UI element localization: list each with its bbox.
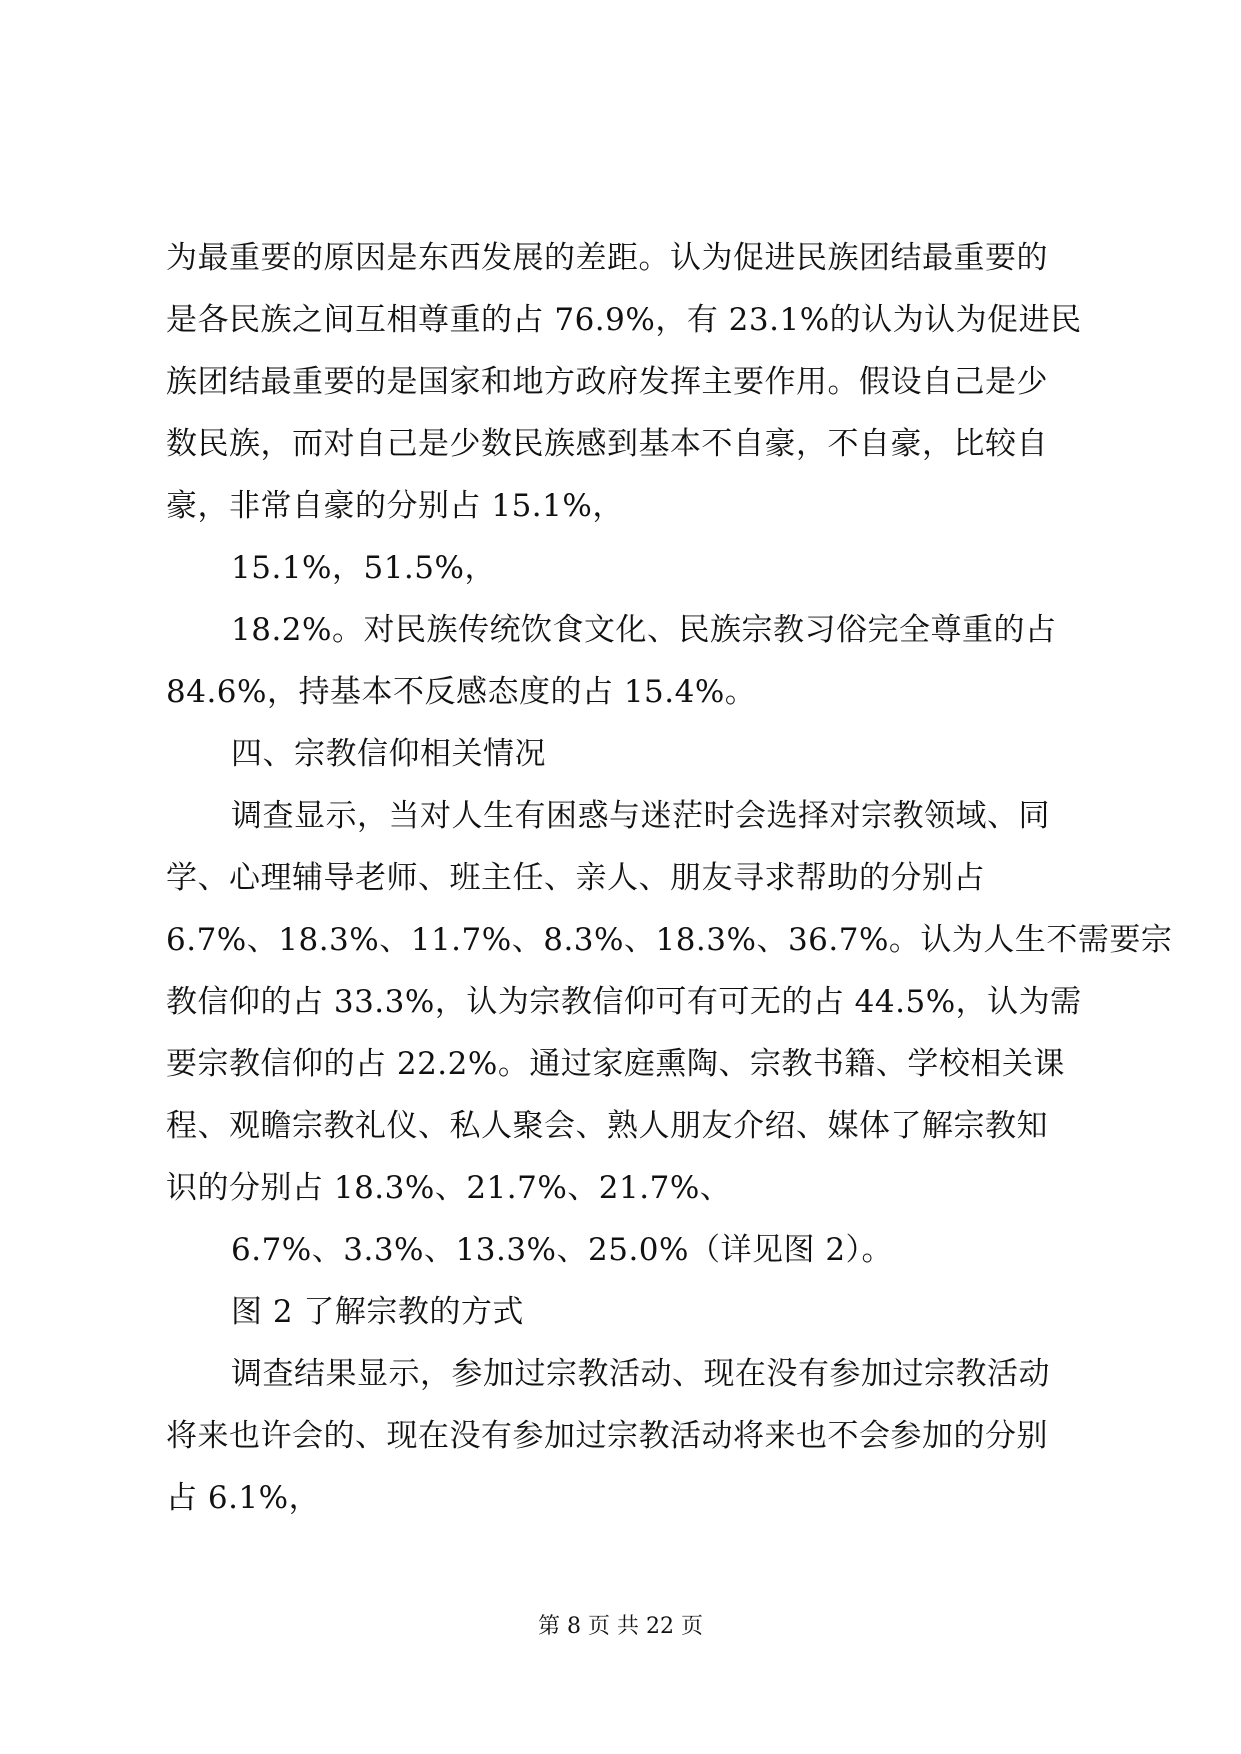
body-line-13: 教信仰的占 33.3%，认为宗教信仰可有可无的占 44.5%，认为需 — [166, 984, 1082, 1020]
body-line-4: 数民族，而对自己是少数民族感到基本不自豪，不自豪，比较自 — [166, 426, 1048, 462]
body-line-1: 为最重要的原因是东西发展的差距。认为促进民族团结最重要的 — [166, 240, 1048, 276]
body-line-16: 识的分别占 18.3%、21.7%、21.7%、 — [166, 1170, 732, 1206]
body-line-6: 15.1%，51.5%， — [231, 550, 496, 586]
body-line-15: 程、观瞻宗教礼仪、私人聚会、熟人朋友介绍、媒体了解宗教知 — [166, 1108, 1048, 1144]
body-line-19: 调查结果显示，参加过宗教活动、现在没有参加过宗教活动 — [231, 1356, 1050, 1392]
body-line-5: 豪，非常自豪的分别占 15.1%， — [166, 488, 624, 524]
body-line-2: 是各民族之间互相尊重的占 76.9%，有 23.1%的认为认为促进民 — [166, 302, 1082, 338]
page-footer: 第 8 页 共 22 页 — [538, 1614, 703, 1639]
body-line-21: 占 6.1%， — [166, 1480, 321, 1516]
body-line-10: 调查显示，当对人生有困惑与迷茫时会选择对宗教领域、同 — [231, 798, 1050, 834]
body-line-7: 18.2%。对民族传统饮食文化、民族宗教习俗完全尊重的占 — [231, 612, 1057, 648]
body-line-11: 学、心理辅导老师、班主任、亲人、朋友寻求帮助的分别占 — [166, 860, 985, 896]
body-line-8: 84.6%，持基本不反感态度的占 15.4%。 — [166, 674, 757, 710]
figure-caption: 图 2 了解宗教的方式 — [231, 1294, 524, 1330]
body-line-3: 族团结最重要的是国家和地方政府发挥主要作用。假设自己是少 — [166, 364, 1048, 400]
body-line-12: 6.7%、18.3%、11.7%、8.3%、18.3%、36.7%。认为人生不需要宗 — [166, 922, 1173, 958]
body-line-17: 6.7%、3.3%、13.3%、25.0%（详见图 2）。 — [231, 1232, 894, 1268]
body-line-14: 要宗教信仰的占 22.2%。通过家庭熏陶、宗教书籍、学校相关课 — [166, 1046, 1065, 1082]
body-line-20: 将来也许会的、现在没有参加过宗教活动将来也不会参加的分别 — [166, 1418, 1048, 1454]
section-heading: 四、宗教信仰相关情况 — [231, 736, 546, 772]
